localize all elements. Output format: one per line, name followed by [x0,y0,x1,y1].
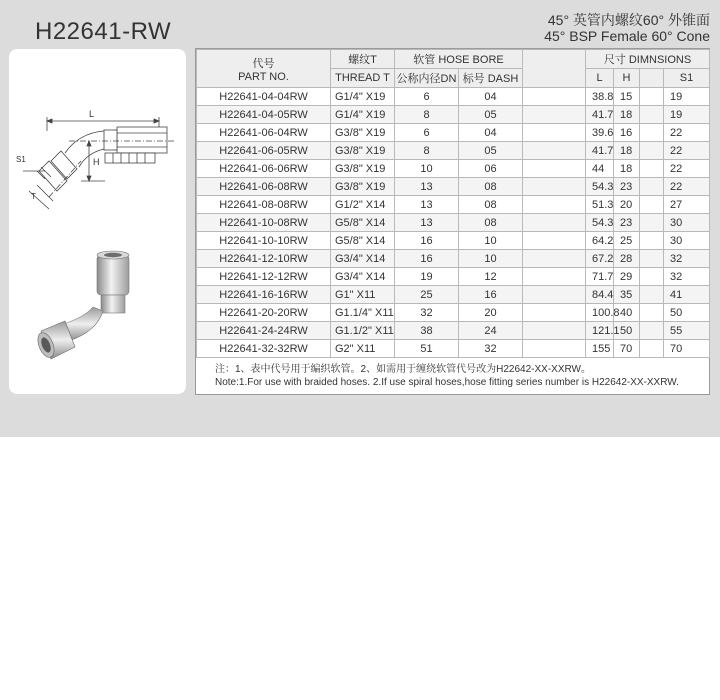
dash-cell: 04 [459,124,523,142]
height-cell: 18 [614,142,640,160]
product-image-box [9,49,186,394]
table-row [197,214,710,232]
dn-cell: 25 [395,286,459,304]
thread-cell: G1.1/4" X11 [331,304,395,322]
blank-cell [523,196,586,214]
height-cell: 16 [614,124,640,142]
header-L: L [586,69,614,88]
dash-cell: 16 [459,286,523,304]
part-number-cell: H22641-06-08RW [197,178,331,196]
table-row [197,160,710,178]
thread-cell: G2" X11 [331,340,395,358]
dash-cell: 04 [459,88,523,106]
blank-cell [523,250,586,268]
s1-cell: 22 [664,142,710,160]
blank-cell [523,142,586,160]
part-number-cell: H22641-24-24RW [197,322,331,340]
part-number-cell: H22641-10-10RW [197,232,331,250]
product-subtitle [544,12,710,44]
height-cell: 25 [614,232,640,250]
part-number-cell: H22641-04-05RW [197,106,331,124]
dim-label-H: H [93,157,100,167]
technical-drawing-and-photo [9,49,186,394]
thread-cell: G1/4" X19 [331,88,395,106]
thread-cell: G1.1/2" X11 [331,322,395,340]
dash-cell: 05 [459,142,523,160]
dash-cell: 32 [459,340,523,358]
height-cell: 35 [614,286,640,304]
dim-label-T: T [31,192,36,201]
blank-cell [523,106,586,124]
header-blank-dim [640,69,664,88]
height-cell: 18 [614,106,640,124]
height-cell: 23 [614,214,640,232]
spec-table [196,49,710,358]
table-row [197,142,710,160]
dash-cell: 06 [459,160,523,178]
height-cell: 28 [614,250,640,268]
height-cell: 18 [614,160,640,178]
blank-cell [640,214,664,232]
s1-cell: 32 [664,250,710,268]
blank-cell [523,232,586,250]
subtitle-chinese: 45° 英管内螺纹60° 外锥面 [547,12,710,28]
dn-cell: 13 [395,196,459,214]
s1-cell: 19 [664,88,710,106]
length-cell: 41.7 [586,106,614,124]
s1-cell: 32 [664,268,710,286]
dash-cell: 12 [459,268,523,286]
notes [215,363,679,389]
thread-cell: G3/8" X19 [331,178,395,196]
dash-cell: 08 [459,196,523,214]
thread-cell: G3/4" X14 [331,268,395,286]
table-row [197,304,710,322]
dn-cell: 51 [395,340,459,358]
blank-cell [640,106,664,124]
header-dn: 公称内径DN [395,69,459,88]
length-cell: 41.7 [586,142,614,160]
header-hose-bore: 软管 HOSE BORE [395,50,523,69]
dn-cell: 16 [395,232,459,250]
dn-cell: 8 [395,142,459,160]
table-row [197,286,710,304]
dn-cell: 16 [395,250,459,268]
blank-cell [640,286,664,304]
s1-cell: 22 [664,160,710,178]
table-row [197,88,710,106]
thread-cell: G1/2" X14 [331,196,395,214]
part-number-cell: H22641-06-04RW [197,124,331,142]
part-number-cell: H22641-06-06RW [197,160,331,178]
thread-cell: G1" X11 [331,286,395,304]
fitting-photo [35,251,129,360]
dash-cell: 05 [459,106,523,124]
thread-cell: G3/8" X19 [331,124,395,142]
dash-cell: 08 [459,214,523,232]
product-title: H22641-RW [35,18,172,45]
table-row [197,250,710,268]
header-thread-cn: 螺纹T [331,50,395,69]
dn-cell: 10 [395,160,459,178]
table-row [197,340,710,358]
header-dimensions: 尺寸 DIMNSIONS [586,50,710,69]
table-row [197,196,710,214]
height-cell: 40 [614,304,640,322]
s1-cell: 22 [664,178,710,196]
s1-cell: 55 [664,322,710,340]
length-cell: 44 [586,160,614,178]
blank-cell [523,178,586,196]
blank-cell [523,268,586,286]
blank-cell [640,178,664,196]
part-number-cell: H22641-20-20RW [197,304,331,322]
dn-cell: 6 [395,88,459,106]
note-english: Note:1.For use with braided hoses. 2.If use spiral hoses,hose fitting series number is H22642-XX-XXRW. [215,377,679,388]
part-number-cell: H22641-10-08RW [197,214,331,232]
s1-cell: 70 [664,340,710,358]
blank-cell [640,250,664,268]
length-cell: 51.3 [586,196,614,214]
blank-cell [640,340,664,358]
header-part-en: PART NO. [238,70,289,83]
s1-cell: 50 [664,304,710,322]
blank-cell [523,214,586,232]
dash-cell: 10 [459,232,523,250]
length-cell: 84.4 [586,286,614,304]
table-row [197,322,710,340]
table-row [197,178,710,196]
length-cell: 71.7 [586,268,614,286]
s1-cell: 30 [664,214,710,232]
dim-label-L: L [89,109,95,119]
thread-cell: G5/8" X14 [331,232,395,250]
dash-cell: 10 [459,250,523,268]
blank-cell [523,124,586,142]
part-number-cell: H22641-04-04RW [197,88,331,106]
thread-cell: G3/8" X19 [331,160,395,178]
subtitle-english: 45° BSP Female 60° Cone [544,28,710,44]
s1-cell: 19 [664,106,710,124]
dash-cell: 20 [459,304,523,322]
header-blank [523,50,586,88]
part-number-cell: H22641-12-12RW [197,268,331,286]
table-row [197,232,710,250]
dn-cell: 6 [395,124,459,142]
blank-cell [640,88,664,106]
height-cell: 70 [614,340,640,358]
dash-cell: 24 [459,322,523,340]
length-cell: 100.8 [586,304,614,322]
spec-table-container [195,48,710,395]
blank-cell [523,88,586,106]
blank-cell [640,304,664,322]
dn-cell: 13 [395,214,459,232]
blank-cell [640,124,664,142]
length-cell: 39.6 [586,124,614,142]
length-cell: 155 [586,340,614,358]
height-cell: 29 [614,268,640,286]
length-cell: 64.2 [586,232,614,250]
dn-cell: 13 [395,178,459,196]
part-number-cell: H22641-12-10RW [197,250,331,268]
header-part-cn: 代号 [252,57,275,70]
length-cell: 54.3 [586,178,614,196]
spec-table-body [197,88,710,358]
header-S1: S1 [664,69,710,88]
height-cell: 15 [614,88,640,106]
dash-cell: 08 [459,178,523,196]
s1-cell: 41 [664,286,710,304]
dn-cell: 32 [395,304,459,322]
thread-cell: G3/8" X19 [331,142,395,160]
length-cell: 67.2 [586,250,614,268]
part-number-cell: H22641-32-32RW [197,340,331,358]
thread-cell: G5/8" X14 [331,214,395,232]
blank-cell [523,322,586,340]
part-number-cell: H22641-08-08RW [197,196,331,214]
table-row [197,268,710,286]
blank-cell [640,196,664,214]
height-cell: 23 [614,178,640,196]
blank-cell [523,286,586,304]
blank-cell [640,322,664,340]
blank-cell [640,232,664,250]
height-cell: 20 [614,196,640,214]
table-row [197,106,710,124]
dn-cell: 8 [395,106,459,124]
header-dash: 标号 DASH [459,69,523,88]
blank-cell [640,142,664,160]
s1-cell: 30 [664,232,710,250]
header-part-no [197,50,331,88]
note-chinese: 注：1、表中代号用于编织软管。2、如需用于缠绕软管代号改为H22642-XX-XXRW。 [215,364,591,375]
blank-cell [523,304,586,322]
length-cell: 38.8 [586,88,614,106]
length-cell: 54.3 [586,214,614,232]
part-number-cell: H22641-06-05RW [197,142,331,160]
thread-cell: G3/4" X14 [331,250,395,268]
blank-cell [523,340,586,358]
header-H: H [614,69,640,88]
blank-cell [523,160,586,178]
part-number-cell: H22641-16-16RW [197,286,331,304]
blank-cell [640,160,664,178]
height-cell: 50 [614,322,640,340]
s1-cell: 22 [664,124,710,142]
dim-label-S1: S1 [16,155,26,164]
dn-cell: 38 [395,322,459,340]
table-row [197,124,710,142]
blank-cell [640,268,664,286]
length-cell: 121.1 [586,322,614,340]
thread-cell: G1/4" X19 [331,106,395,124]
dn-cell: 19 [395,268,459,286]
s1-cell: 27 [664,196,710,214]
header-thread-en: THREAD T [331,69,395,88]
